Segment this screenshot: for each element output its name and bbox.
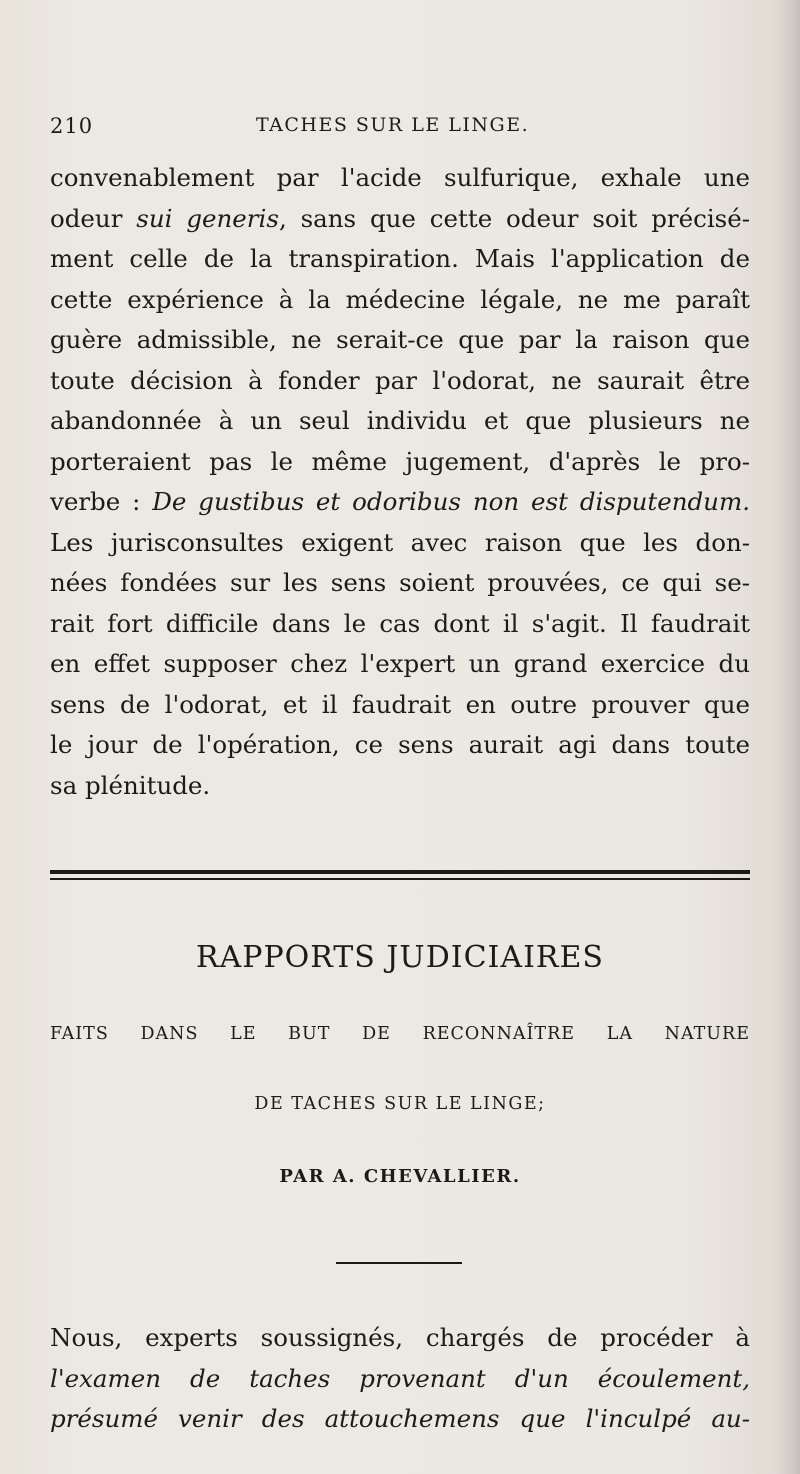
body-text-line: verbe : De gustibus et odoribus non est disputendum. [50, 487, 750, 516]
intro-text-line: Nous, experts soussignés, chargés de procéder à [50, 1323, 750, 1352]
short-divider [336, 1262, 462, 1264]
divider-thick-line [50, 870, 750, 874]
body-text-line: ment celle de la transpiration. Mais l'application de [50, 244, 750, 273]
body-text-line: nées fondées sur les sens soient prouvées, ce qui se- [50, 568, 750, 597]
running-head [50, 114, 750, 146]
page-number: 210 [50, 114, 94, 138]
body-text-line: porteraient pas le même jugement, d'après le pro- [50, 446, 750, 476]
section-divider [50, 870, 750, 882]
intro-text-line: l'examen de taches provenant d'un écoulement, [50, 1363, 750, 1393]
body-text-line: Les jurisconsultes exigent avec raison que les don- [50, 527, 750, 557]
body-text-line: convenablement par l'acide sulfurique, exhale une [50, 163, 750, 192]
section-subtitle-line-2: DE TACHES SUR LE LINGE; [254, 1094, 546, 1114]
intro-text-line: présumé venir des attouchemens que l'inculpé au- [50, 1404, 750, 1433]
body-text-line: odeur sui generis, sans que cette odeur soit précisé- [50, 203, 751, 233]
body-text-line: guère admissible, ne serait-ce que par la raison que [50, 325, 750, 354]
report-intro-paragraph [50, 1318, 750, 1440]
body-paragraph [50, 158, 750, 806]
body-text-line: toute décision à fonder par l'odorat, ne saurait être [50, 365, 750, 395]
body-text-line: en effet supposer chez l'expert un grand exercice du [50, 649, 750, 678]
section-title: RAPPORTS JUDICIAIRES [196, 940, 604, 975]
section-subtitle-line-1: FAITS DANS LE BUT DE RECONNAÎTRE LA NATURE [50, 1024, 750, 1044]
body-text-line: rait fort difficile dans le cas dont il s'agit. Il faudrait [50, 608, 750, 638]
body-text-line: sa plénitude. [50, 770, 211, 800]
author-byline: PAR A. CHEVALLIER. [279, 1166, 521, 1187]
body-text-line: abandonnée à un seul individu et que plusieurs ne [50, 406, 750, 435]
body-text-line: cette expérience à la médecine légale, ne me paraît [50, 284, 750, 314]
body-text-line: le jour de l'opération, ce sens aurait agi dans toute [50, 730, 750, 759]
divider-thin-line [50, 878, 750, 880]
page-edge-shadow [774, 0, 800, 1474]
running-title: TACHES SUR LE LINGE. [256, 114, 530, 136]
body-text-line: sens de l'odorat, et il faudrait en outre prouver que [50, 689, 750, 719]
